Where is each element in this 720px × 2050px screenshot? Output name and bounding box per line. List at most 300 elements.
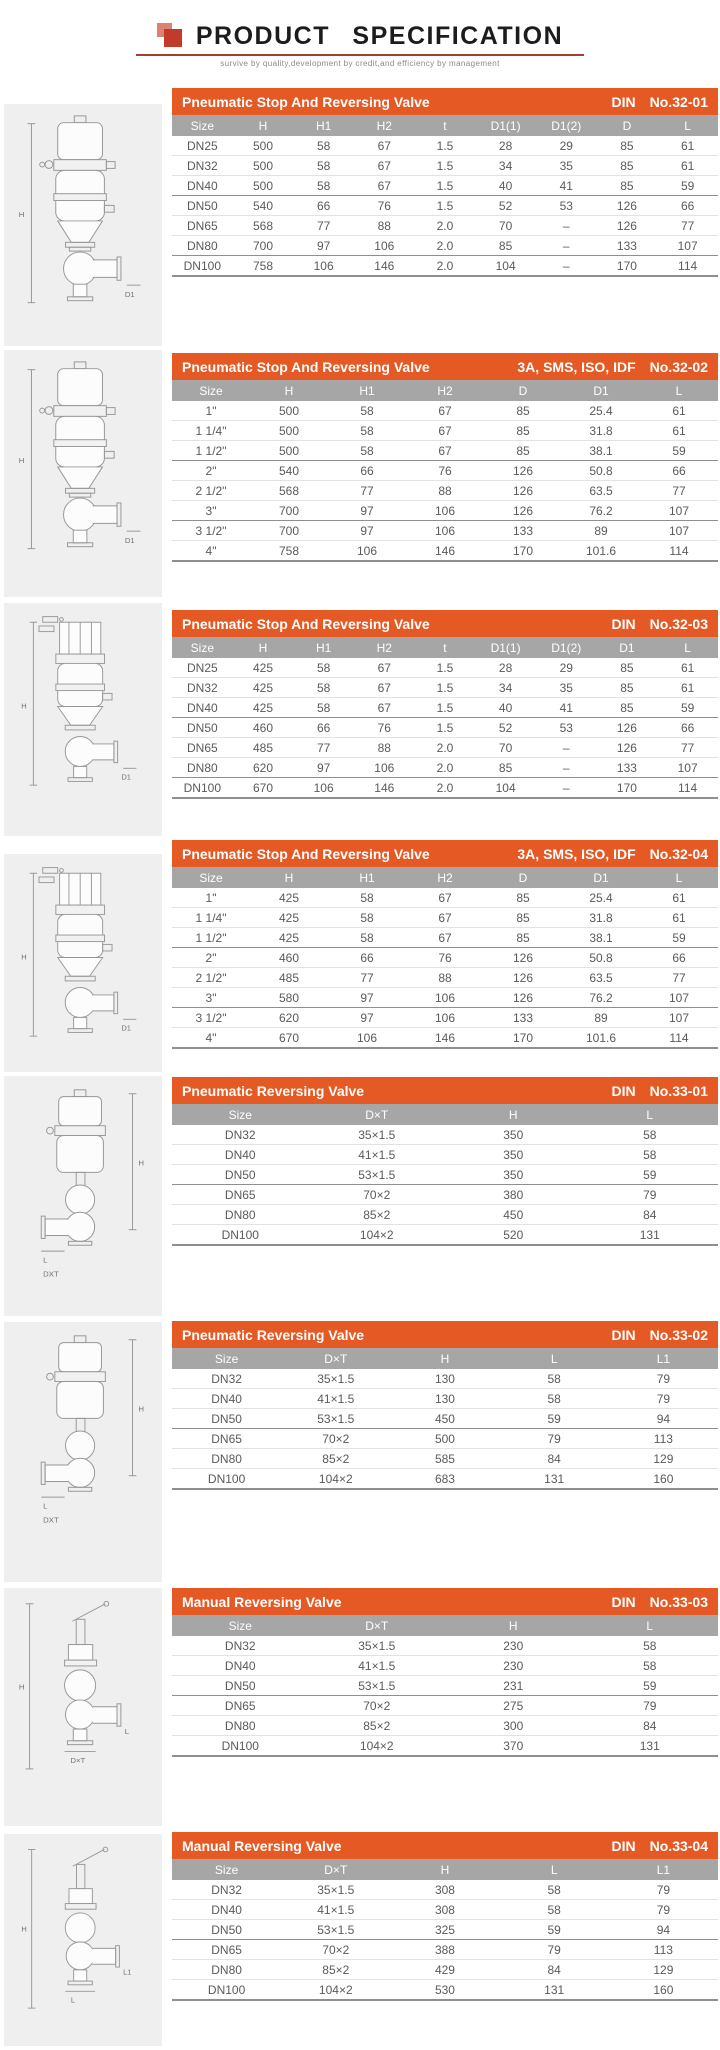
cell: 76 bbox=[354, 196, 415, 216]
cell: DN50 bbox=[172, 1920, 281, 1940]
cell: 67 bbox=[406, 441, 484, 461]
cell: 1.5 bbox=[415, 156, 476, 176]
cell: 88 bbox=[406, 968, 484, 988]
cell: DN80 bbox=[172, 236, 233, 256]
cell: 58 bbox=[328, 441, 406, 461]
cell: 114 bbox=[657, 778, 718, 799]
cell: 59 bbox=[657, 698, 718, 718]
cell: 67 bbox=[406, 421, 484, 441]
model-code: No.33-04 bbox=[649, 1837, 708, 1854]
cell: 106 bbox=[293, 256, 354, 277]
cell: 580 bbox=[250, 988, 328, 1008]
cell: 170 bbox=[597, 778, 658, 799]
model-code: No.32-02 bbox=[649, 358, 708, 375]
cell: 126 bbox=[484, 461, 562, 481]
cell: DN50 bbox=[172, 196, 233, 216]
cell: 4" bbox=[172, 1028, 250, 1049]
cell: 66 bbox=[640, 948, 718, 968]
cell: 85 bbox=[484, 421, 562, 441]
cell: DN40 bbox=[172, 176, 233, 196]
spec-table bbox=[172, 1104, 718, 1246]
table-title: Pneumatic Stop And Reversing Valve bbox=[182, 93, 430, 110]
column-header: L bbox=[500, 1859, 609, 1880]
cell: DN32 bbox=[172, 678, 233, 698]
cell: 94 bbox=[609, 1920, 718, 1940]
header-divider bbox=[136, 54, 584, 56]
cell: 85 bbox=[484, 441, 562, 461]
cell: 3 1/2" bbox=[172, 1008, 250, 1028]
cell: 275 bbox=[445, 1696, 582, 1716]
cell: 131 bbox=[582, 1736, 719, 1757]
cell: 58 bbox=[293, 678, 354, 698]
cell: 94 bbox=[609, 1409, 718, 1429]
table-row bbox=[172, 481, 718, 501]
cell: 620 bbox=[233, 758, 294, 778]
table-title: Pneumatic Reversing Valve bbox=[182, 1082, 365, 1099]
cell: 104 bbox=[475, 778, 536, 799]
cell: 79 bbox=[609, 1389, 718, 1409]
cell: 540 bbox=[233, 196, 294, 216]
standard-label: 3A, SMS, ISO, IDF bbox=[517, 845, 636, 862]
cell: 126 bbox=[597, 216, 658, 236]
cell: – bbox=[536, 216, 597, 236]
cell: 79 bbox=[582, 1185, 719, 1205]
cell: 126 bbox=[597, 718, 658, 738]
table-row bbox=[172, 176, 718, 196]
cell: 85 bbox=[597, 176, 658, 196]
valve-drawing-panel bbox=[4, 1834, 162, 2046]
cell: 485 bbox=[250, 968, 328, 988]
table-row bbox=[172, 718, 718, 738]
cell: – bbox=[536, 758, 597, 778]
column-header: L bbox=[640, 380, 718, 401]
pneumatic-stop-valve-welded-drawing-icon bbox=[10, 611, 156, 817]
cell: DN80 bbox=[172, 758, 233, 778]
table-row bbox=[172, 1225, 718, 1246]
model-code: No.33-02 bbox=[649, 1326, 708, 1343]
column-header: H2 bbox=[354, 637, 415, 658]
spec-table-wrap bbox=[172, 1348, 718, 1490]
cell: 4" bbox=[172, 541, 250, 562]
cell: – bbox=[536, 738, 597, 758]
table-row bbox=[172, 1469, 718, 1490]
cell: DN100 bbox=[172, 1225, 309, 1246]
table-row bbox=[172, 908, 718, 928]
cell: 76.2 bbox=[562, 988, 640, 1008]
table-row bbox=[172, 1900, 718, 1920]
cell: 70 bbox=[475, 738, 536, 758]
table-row bbox=[172, 541, 718, 562]
cell: DN80 bbox=[172, 1449, 281, 1469]
cell: 2.0 bbox=[415, 778, 476, 799]
cell: 350 bbox=[445, 1165, 582, 1185]
section-32-04 bbox=[0, 840, 720, 1076]
cell: 500 bbox=[250, 421, 328, 441]
cell: 126 bbox=[597, 196, 658, 216]
cell: 66 bbox=[293, 196, 354, 216]
cell: DN65 bbox=[172, 1696, 309, 1716]
svg-text:D1: D1 bbox=[121, 1023, 131, 1033]
cell: 58 bbox=[500, 1369, 609, 1389]
cell: 388 bbox=[390, 1940, 499, 1960]
spec-table-wrap bbox=[172, 637, 718, 799]
cell: 106 bbox=[406, 988, 484, 1008]
section-32-03 bbox=[0, 601, 720, 840]
cell: 500 bbox=[250, 441, 328, 461]
cell: 61 bbox=[640, 421, 718, 441]
cell: 170 bbox=[597, 256, 658, 277]
cell: 84 bbox=[500, 1960, 609, 1980]
cell: – bbox=[536, 256, 597, 277]
svg-text:H: H bbox=[138, 1158, 144, 1168]
cell: 308 bbox=[390, 1900, 499, 1920]
cell: 700 bbox=[250, 521, 328, 541]
cell: DN80 bbox=[172, 1205, 309, 1225]
column-header: Size bbox=[172, 1615, 309, 1636]
valve-drawing-panel bbox=[4, 1588, 162, 1826]
cell: 58 bbox=[582, 1656, 719, 1676]
cell: 67 bbox=[406, 401, 484, 421]
table-row bbox=[172, 758, 718, 778]
pneumatic-reversing-valve-drawing-icon bbox=[10, 1330, 156, 1534]
cell: 97 bbox=[293, 236, 354, 256]
cell: 758 bbox=[233, 256, 294, 277]
table-row bbox=[172, 1636, 718, 1656]
column-header: H1 bbox=[293, 637, 354, 658]
cell: 28 bbox=[475, 658, 536, 678]
cell: 1 1/4" bbox=[172, 421, 250, 441]
cell: 70×2 bbox=[281, 1429, 390, 1449]
cell: 52 bbox=[475, 196, 536, 216]
cell: 59 bbox=[582, 1676, 719, 1696]
valve-drawing-panel bbox=[4, 1076, 162, 1316]
cell: 67 bbox=[354, 156, 415, 176]
cell: DN65 bbox=[172, 1185, 309, 1205]
standard-label: DIN bbox=[611, 93, 636, 110]
cell: 106 bbox=[406, 521, 484, 541]
cell: 106 bbox=[354, 236, 415, 256]
cell: 66 bbox=[293, 718, 354, 738]
column-header: H1 bbox=[328, 380, 406, 401]
cell: 63.5 bbox=[562, 968, 640, 988]
cell: 85 bbox=[597, 156, 658, 176]
cell: 113 bbox=[609, 1940, 718, 1960]
page-title: PRODUCT SPECIFICATION bbox=[195, 22, 564, 50]
cell: 104×2 bbox=[281, 1469, 390, 1490]
manual-reversing-valve-drawing-icon bbox=[13, 1842, 153, 2038]
model-code: No.33-01 bbox=[649, 1082, 708, 1099]
table-row bbox=[172, 136, 718, 156]
cell: DN50 bbox=[172, 1165, 309, 1185]
cell: 84 bbox=[582, 1205, 719, 1225]
table-row bbox=[172, 521, 718, 541]
table-row bbox=[172, 1920, 718, 1940]
cell: 520 bbox=[445, 1225, 582, 1246]
cell: 425 bbox=[250, 888, 328, 908]
table-title: Pneumatic Stop And Reversing Valve bbox=[182, 845, 430, 862]
pneumatic-stop-valve-welded-drawing-icon bbox=[10, 862, 156, 1068]
svg-text:H: H bbox=[21, 1924, 27, 1934]
spec-table-wrap bbox=[172, 1615, 718, 1757]
cell: 370 bbox=[445, 1736, 582, 1757]
cell: 58 bbox=[500, 1900, 609, 1920]
cell: 1.5 bbox=[415, 176, 476, 196]
cell: 61 bbox=[657, 658, 718, 678]
standard-label: 3A, SMS, ISO, IDF bbox=[517, 358, 636, 375]
standard-label: DIN bbox=[611, 1326, 636, 1343]
column-header: H2 bbox=[406, 867, 484, 888]
svg-text:H: H bbox=[21, 952, 27, 962]
svg-text:H: H bbox=[18, 210, 25, 220]
cell: DN100 bbox=[172, 1736, 309, 1757]
cell: 1" bbox=[172, 888, 250, 908]
cell: 104 bbox=[475, 256, 536, 277]
cell: 133 bbox=[484, 521, 562, 541]
cell: 88 bbox=[406, 481, 484, 501]
cell: 40 bbox=[475, 176, 536, 196]
cell: 101.6 bbox=[562, 1028, 640, 1049]
cell: 41×1.5 bbox=[281, 1900, 390, 1920]
cell: 97 bbox=[328, 521, 406, 541]
cell: 53×1.5 bbox=[281, 1409, 390, 1429]
standard-label: DIN bbox=[611, 1593, 636, 1610]
cell: 308 bbox=[390, 1880, 499, 1900]
column-header: D bbox=[597, 115, 658, 136]
cell: 133 bbox=[597, 758, 658, 778]
cell: 146 bbox=[406, 1028, 484, 1049]
table-row bbox=[172, 698, 718, 718]
cell: 2" bbox=[172, 461, 250, 481]
spec-table bbox=[172, 867, 718, 1049]
table-title: Pneumatic Stop And Reversing Valve bbox=[182, 615, 430, 632]
cell: 34 bbox=[475, 678, 536, 698]
table-row bbox=[172, 738, 718, 758]
cell: 425 bbox=[250, 928, 328, 948]
cell: 53 bbox=[536, 718, 597, 738]
cell: 85 bbox=[597, 136, 658, 156]
column-header: Size bbox=[172, 867, 250, 888]
cell: DN32 bbox=[172, 156, 233, 176]
cell: 1" bbox=[172, 401, 250, 421]
cell: 85×2 bbox=[309, 1205, 446, 1225]
spec-table-wrap bbox=[172, 380, 718, 562]
cell: 53×1.5 bbox=[281, 1920, 390, 1940]
table-row bbox=[172, 1960, 718, 1980]
svg-text:DXT: DXT bbox=[43, 1269, 59, 1279]
column-header: L bbox=[657, 637, 718, 658]
table-row bbox=[172, 1028, 718, 1049]
cell: 133 bbox=[484, 1008, 562, 1028]
cell: 107 bbox=[640, 501, 718, 521]
column-header: H2 bbox=[406, 380, 484, 401]
cell: 460 bbox=[250, 948, 328, 968]
cell: 58 bbox=[500, 1880, 609, 1900]
cell: 77 bbox=[328, 968, 406, 988]
cell: 28 bbox=[475, 136, 536, 156]
table-row bbox=[172, 1008, 718, 1028]
cell: 59 bbox=[640, 928, 718, 948]
column-header: D1 bbox=[597, 637, 658, 658]
cell: 1 1/2" bbox=[172, 928, 250, 948]
cell: 67 bbox=[354, 698, 415, 718]
cell: 70 bbox=[475, 216, 536, 236]
cell: 450 bbox=[390, 1409, 499, 1429]
table-row bbox=[172, 1429, 718, 1449]
cell: 76 bbox=[406, 461, 484, 481]
cell: 77 bbox=[657, 738, 718, 758]
cell: 670 bbox=[250, 1028, 328, 1049]
cell: 3" bbox=[172, 988, 250, 1008]
cell: 63.5 bbox=[562, 481, 640, 501]
cell: 66 bbox=[657, 718, 718, 738]
cell: DN40 bbox=[172, 1145, 309, 1165]
column-header: D×T bbox=[281, 1348, 390, 1369]
cell: 106 bbox=[406, 1008, 484, 1028]
cell: DN50 bbox=[172, 1409, 281, 1429]
cell: DN100 bbox=[172, 1469, 281, 1490]
cell: 106 bbox=[406, 501, 484, 521]
cell: 97 bbox=[328, 988, 406, 1008]
cell: 114 bbox=[640, 541, 718, 562]
column-header: D×T bbox=[309, 1104, 446, 1125]
cell: 126 bbox=[484, 968, 562, 988]
cell: 38.1 bbox=[562, 441, 640, 461]
cell: 53×1.5 bbox=[309, 1676, 446, 1696]
cell: – bbox=[536, 236, 597, 256]
cell: 500 bbox=[233, 136, 294, 156]
cell: 85 bbox=[597, 698, 658, 718]
table-row bbox=[172, 988, 718, 1008]
table-row bbox=[172, 1409, 718, 1429]
table-row bbox=[172, 196, 718, 216]
cell: 70×2 bbox=[309, 1185, 446, 1205]
cell: DN40 bbox=[172, 1389, 281, 1409]
cell: DN65 bbox=[172, 1429, 281, 1449]
cell: 61 bbox=[657, 678, 718, 698]
table-title-bar bbox=[172, 610, 718, 637]
cell: 58 bbox=[500, 1389, 609, 1409]
cell: 41 bbox=[536, 176, 597, 196]
svg-text:L: L bbox=[70, 1995, 76, 2005]
cell: 230 bbox=[445, 1636, 582, 1656]
cell: 758 bbox=[250, 541, 328, 562]
cell: DN65 bbox=[172, 1940, 281, 1960]
cell: 425 bbox=[233, 678, 294, 698]
cell: DN32 bbox=[172, 1636, 309, 1656]
cell: 130 bbox=[390, 1369, 499, 1389]
model-code: No.33-03 bbox=[649, 1593, 708, 1610]
cell: 58 bbox=[582, 1636, 719, 1656]
column-header: H bbox=[250, 380, 328, 401]
cell: DN65 bbox=[172, 216, 233, 236]
table-title: Manual Reversing Valve bbox=[182, 1593, 342, 1610]
column-header: L1 bbox=[609, 1859, 718, 1880]
cell: 67 bbox=[406, 928, 484, 948]
spec-table bbox=[172, 637, 718, 799]
table-title: Pneumatic Stop And Reversing Valve bbox=[182, 358, 430, 375]
table-row bbox=[172, 968, 718, 988]
table-title-bar bbox=[172, 1832, 718, 1859]
valve-drawing-panel bbox=[4, 854, 162, 1072]
cell: 35 bbox=[536, 156, 597, 176]
column-header: L bbox=[582, 1615, 719, 1636]
svg-text:L: L bbox=[124, 1726, 130, 1736]
cell: 1.5 bbox=[415, 658, 476, 678]
cell: 450 bbox=[445, 1205, 582, 1225]
cell: 1 1/4" bbox=[172, 908, 250, 928]
cell: 41×1.5 bbox=[309, 1656, 446, 1676]
section-33-04 bbox=[0, 1830, 720, 2050]
cell: 25.4 bbox=[562, 888, 640, 908]
cell: DN40 bbox=[172, 1656, 309, 1676]
cell: 530 bbox=[390, 1980, 499, 2001]
column-header: D×T bbox=[309, 1615, 446, 1636]
cell: 50.8 bbox=[562, 461, 640, 481]
cell: 85 bbox=[597, 678, 658, 698]
cell: 107 bbox=[657, 758, 718, 778]
model-code: No.32-03 bbox=[649, 615, 708, 632]
model-code: No.32-01 bbox=[649, 93, 708, 110]
table-row bbox=[172, 501, 718, 521]
cell: 35×1.5 bbox=[281, 1369, 390, 1389]
cell: 77 bbox=[328, 481, 406, 501]
cell: 85 bbox=[484, 401, 562, 421]
table-row bbox=[172, 256, 718, 277]
column-header: Size bbox=[172, 1859, 281, 1880]
cell: 58 bbox=[582, 1145, 719, 1165]
column-header: H1 bbox=[328, 867, 406, 888]
cell: 59 bbox=[657, 176, 718, 196]
cell: DN32 bbox=[172, 1369, 281, 1389]
table-row bbox=[172, 928, 718, 948]
column-header: D1(1) bbox=[475, 637, 536, 658]
cell: 460 bbox=[233, 718, 294, 738]
cell: 35 bbox=[536, 678, 597, 698]
column-header: H bbox=[390, 1859, 499, 1880]
cell: 485 bbox=[233, 738, 294, 758]
cell: 129 bbox=[609, 1449, 718, 1469]
section-32-01 bbox=[0, 88, 720, 350]
standard-label: DIN bbox=[611, 1082, 636, 1099]
column-header: D1 bbox=[562, 867, 640, 888]
cell: 77 bbox=[640, 968, 718, 988]
spec-table-wrap bbox=[172, 1104, 718, 1246]
column-header: H bbox=[233, 115, 294, 136]
cell: DN65 bbox=[172, 738, 233, 758]
table-row bbox=[172, 1676, 718, 1696]
cell: 77 bbox=[657, 216, 718, 236]
spec-table bbox=[172, 380, 718, 562]
cell: 79 bbox=[609, 1900, 718, 1920]
cell: 29 bbox=[536, 658, 597, 678]
table-row bbox=[172, 888, 718, 908]
header-tagline: survive by quality,development by credit,and efficiency by management bbox=[220, 59, 500, 68]
cell: 76 bbox=[354, 718, 415, 738]
cell: 85 bbox=[484, 928, 562, 948]
cell: DN100 bbox=[172, 778, 233, 799]
cell: DN100 bbox=[172, 1980, 281, 2001]
pneumatic-stop-valve-drawing-icon bbox=[10, 112, 156, 326]
table-title: Pneumatic Reversing Valve bbox=[182, 1326, 365, 1343]
cell: 107 bbox=[657, 236, 718, 256]
column-header: t bbox=[415, 115, 476, 136]
cell: 104×2 bbox=[281, 1980, 390, 2001]
cell: 34 bbox=[475, 156, 536, 176]
cell: 79 bbox=[500, 1429, 609, 1449]
section-33-01 bbox=[0, 1076, 720, 1320]
cell: 25.4 bbox=[562, 401, 640, 421]
cell: 350 bbox=[445, 1145, 582, 1165]
